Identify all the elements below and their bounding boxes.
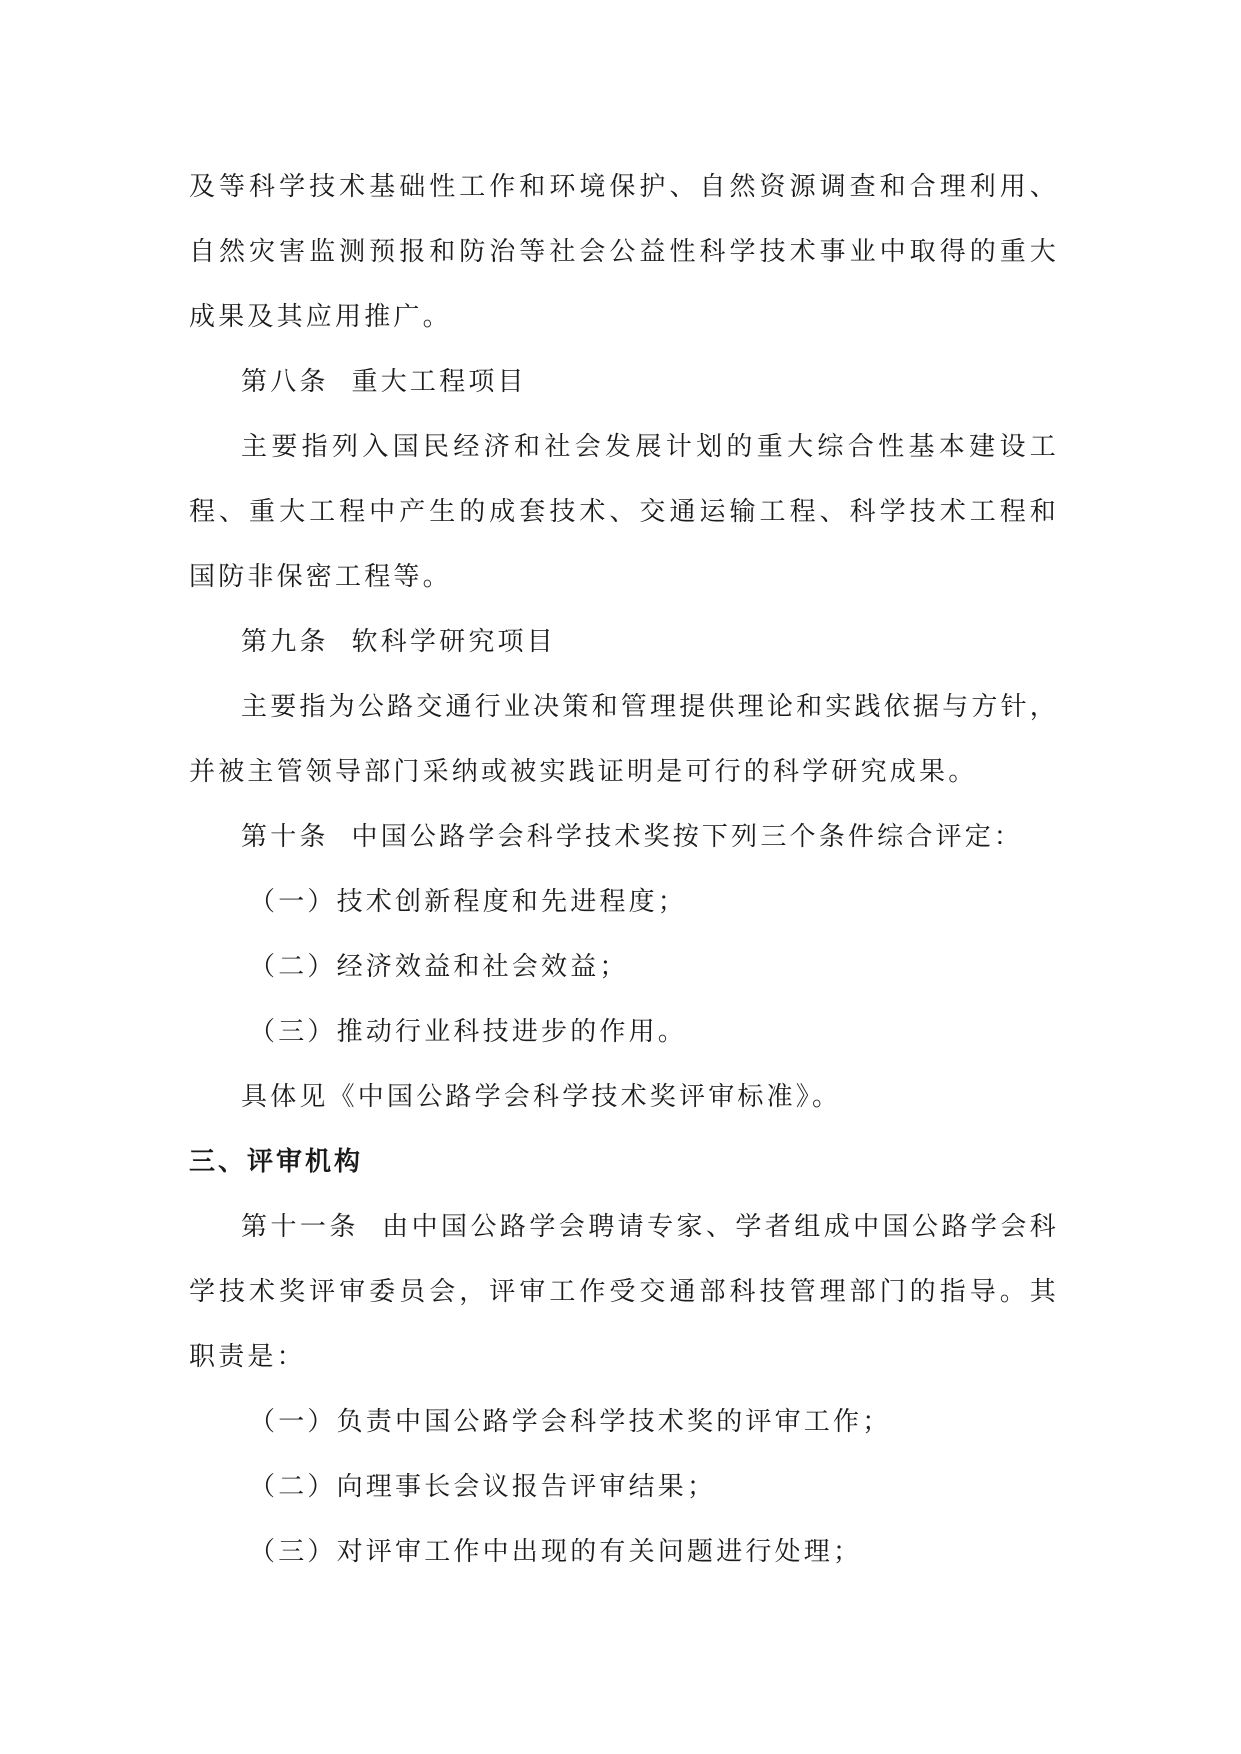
article-11-item: （三）对评审工作中出现的有关问题进行处理； [249, 1537, 863, 1567]
document-body [189, 155, 1059, 1585]
article-8-body: 主要指列入国民经济和社会发展计划的重大综合性基本建设工程、重大工程中产生的成套技术、交通运输工程、科学技术工程和国防非保密工程等。 [189, 432, 1059, 592]
article-8-title: 第八条 重大工程项目 [241, 367, 527, 397]
paragraph-continued: 及等科学技术基础性工作和环境保护、自然资源调查和合理利用、自然灾害监测预报和防治等社会公益性科学技术事业中取得的重大成果及其应用推广。 [189, 172, 1059, 332]
article-10-item: （一）技术创新程度和先进程度； [249, 887, 688, 917]
article-9-title: 第九条 软科学研究项目 [241, 627, 556, 657]
article-10-note: 具体见《中国公路学会科学技术奖评审标准》。 [241, 1082, 842, 1112]
article-9-body: 主要指为公路交通行业决策和管理提供理论和实践依据与方针，并被主管领导部门采纳或被实践证明是可行的科学研究成果。 [189, 692, 1059, 787]
article-11-item: （一）负责中国公路学会科学技术奖的评审工作； [249, 1407, 892, 1437]
article-10-intro: 第十条 中国公路学会科学技术奖按下列三个条件综合评定： [241, 822, 1024, 852]
article-11-item: （二）向理事长会议报告评审结果； [249, 1472, 717, 1502]
article-10-item: （三）推动行业科技进步的作用。 [249, 1017, 688, 1047]
article-10-item: （二）经济效益和社会效益； [249, 952, 629, 982]
article-11-body: 第十一条 由中国公路学会聘请专家、学者组成中国公路学会科学技术奖评审委员会，评审工作受交通部科技管理部门的指导。其职责是： [189, 1212, 1059, 1372]
section-3-heading: 三、评审机构 [189, 1147, 364, 1177]
